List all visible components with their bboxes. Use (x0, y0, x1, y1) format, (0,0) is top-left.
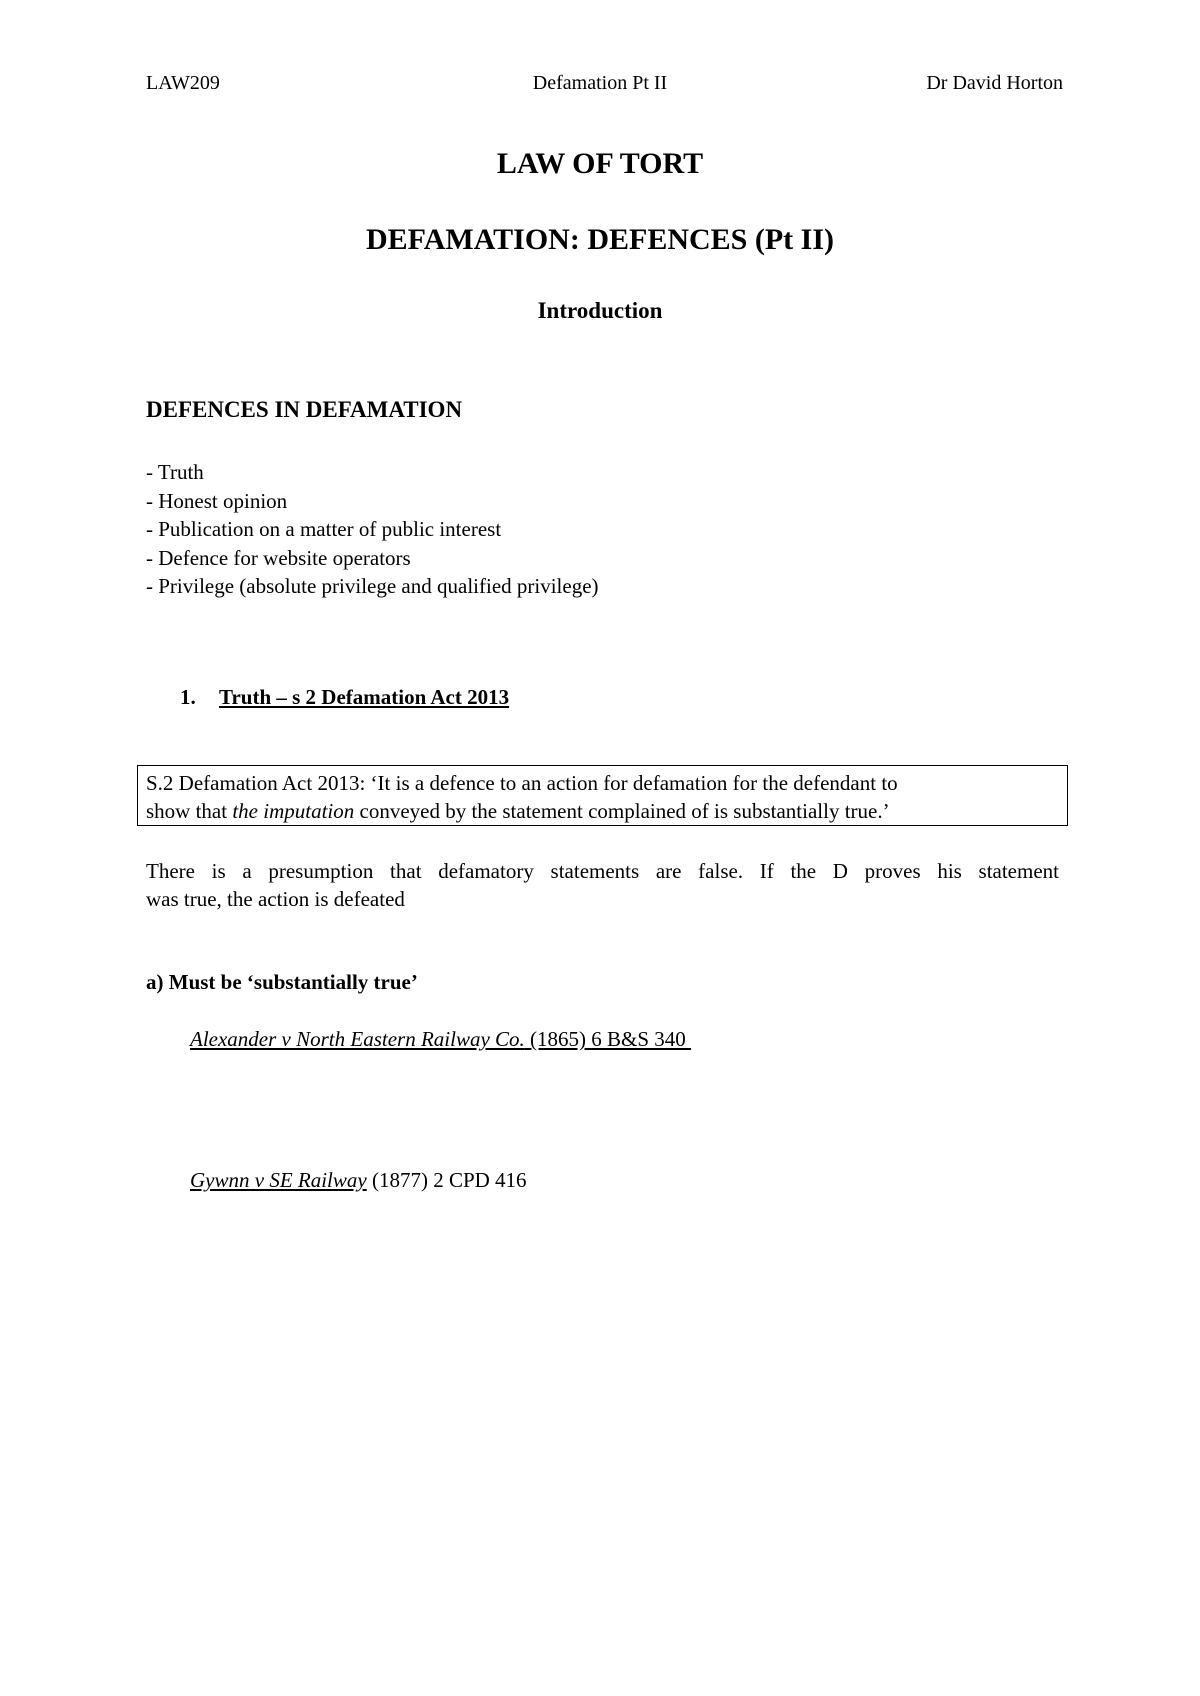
quote-line-1: S.2 Defamation Act 2013: ‘It is a defence to an action for defamation for the defendant to (146, 771, 898, 795)
quote-emphasis: the imputation (232, 799, 355, 823)
section-heading-truth (180, 683, 509, 711)
document-subtitle: DEFAMATION: DEFENCES (Pt II) (365, 223, 835, 256)
quote-text: conveyed by the statement complained of is substantially true.’ (354, 799, 890, 823)
case-reference: (1877) 2 CPD 416 (366, 1168, 527, 1192)
document-title: LAW OF TORT (496, 147, 704, 180)
list-item: - Defence for website operators (146, 545, 411, 570)
list-item: - Truth (146, 460, 204, 484)
section-title: Truth – s 2 Defamation Act 2013 (219, 685, 510, 709)
case-name: Gywnn v SE Railway (190, 1168, 367, 1192)
introduction-heading: Introduction (537, 298, 663, 323)
section-number: 1. (180, 685, 196, 709)
case-reference: (1865) 6 B&S 340 (524, 1027, 692, 1051)
presumption-paragraph (146, 857, 1059, 913)
header-author: Dr David Horton (926, 72, 1063, 94)
quote-text: show that (146, 799, 233, 823)
paragraph-line-1: There is a presumption that defamatory statements are false. If the D proves his statement (146, 859, 1059, 883)
case-citation-alexander (190, 1025, 691, 1053)
subheading-substantially-true: a) Must be ‘substantially true’ (146, 970, 418, 994)
header-topic: Defamation Pt II (532, 72, 668, 94)
paragraph-line-2: was true, the action is defeated (146, 887, 405, 911)
defences-list (146, 458, 599, 601)
quote-line-2 (146, 797, 1059, 825)
header-course-code: LAW209 (146, 72, 220, 94)
case-citation-gywnn (190, 1166, 527, 1194)
list-item: - Privilege (absolute privilege and qualified privilege) (146, 574, 599, 598)
list-item: - Publication on a matter of public interest (146, 517, 502, 541)
defences-heading: DEFENCES IN DEFAMATION (146, 397, 463, 422)
case-name: Alexander v North Eastern Railway Co. (190, 1027, 525, 1051)
list-item: - Honest opinion (146, 488, 288, 513)
statute-quote-box (137, 765, 1068, 826)
